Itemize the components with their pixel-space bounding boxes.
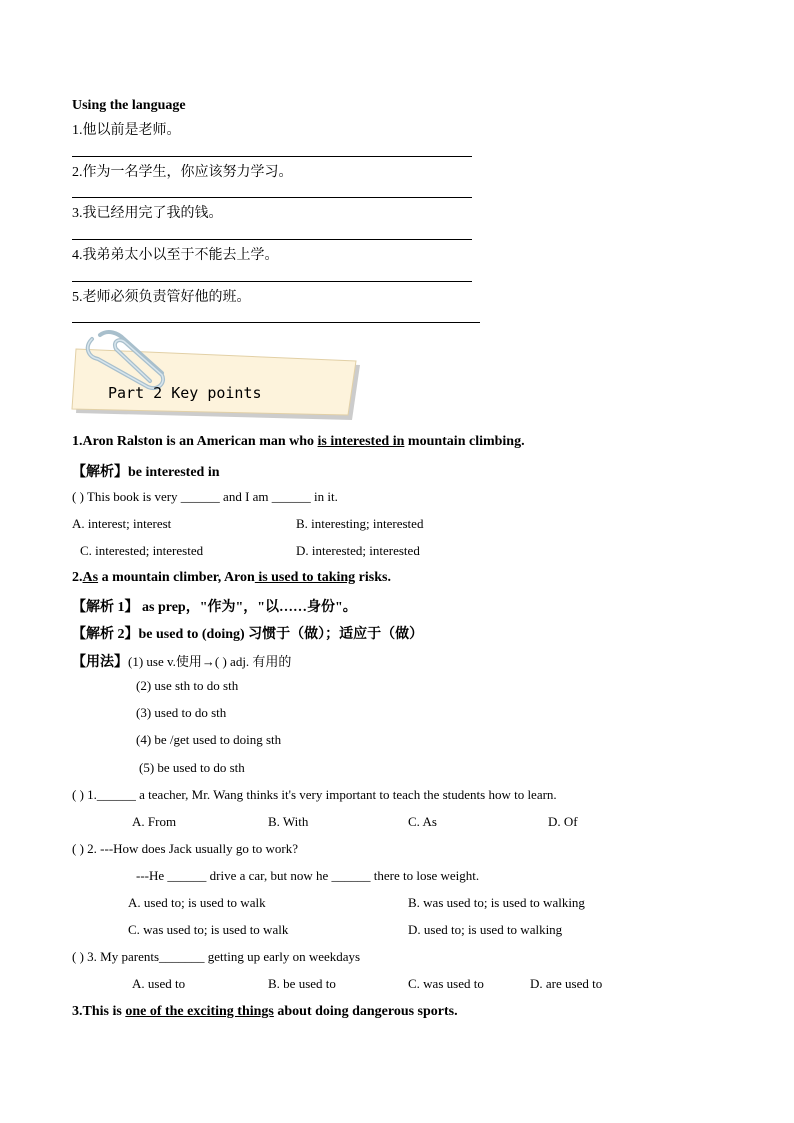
q3-option-d: D. are used to	[530, 976, 603, 991]
answer-line-4	[72, 281, 472, 282]
analysis1-text: as prep，"作为"，"以……身份"。	[138, 600, 357, 615]
paperclip-note-icon	[70, 325, 370, 425]
point1-option-b: B. interesting; interested	[296, 516, 424, 531]
answer-line-3	[72, 239, 472, 240]
question-2: ( ) 2. ---How does Jack usually go to work?	[72, 841, 299, 856]
q1-option-d: D. Of	[548, 814, 578, 829]
point2-mid: a mountain climber, Aron	[98, 570, 255, 585]
point1-option-d: D. interested; interested	[296, 543, 420, 558]
point2-key-used-to: is used to taking	[254, 570, 356, 585]
point1-post: mountain climbing.	[404, 434, 525, 449]
point1-sentence	[72, 434, 525, 450]
q2-option-c: C. was used to; is used to walk	[128, 922, 289, 937]
point2-post: risks.	[355, 570, 391, 585]
answer-line-5	[72, 322, 480, 323]
analysis-label: 【解析】	[72, 465, 128, 480]
translation-item-5: 5.老师必须负责管好他的班。	[72, 290, 251, 305]
question-2-line2: ---He ______ drive a car, but now he ______ there to lose weight.	[136, 868, 480, 883]
point2-analysis2	[72, 623, 423, 643]
q3-option-b: B. be used to	[268, 976, 336, 991]
analysis-text: be interested in	[128, 465, 220, 480]
q2-option-a: A. used to; is used to walk	[128, 895, 266, 910]
translation-item-3: 3.我已经用完了我的钱。	[72, 206, 223, 221]
point1-option-a: A. interest; interest	[72, 516, 172, 531]
usage-item-5: (5) be used to do sth	[139, 760, 245, 775]
answer-line-1	[72, 156, 472, 157]
q2-option-d: D. used to; is used to walking	[408, 922, 563, 937]
question-1: ( ) 1.______ a teacher, Mr. Wang thinks it's very important to teach the students how to learn.	[72, 787, 557, 802]
translation-item-1: 1.他以前是老师。	[72, 123, 181, 138]
translation-item-2: 2.作为一名学生，你应该努力学习。	[72, 165, 293, 180]
point1-key-phrase: is interested in	[317, 434, 405, 449]
point2-analysis1	[72, 596, 357, 616]
point2-key-as: As	[82, 570, 99, 585]
answer-line-2	[72, 197, 472, 198]
usage-item-2: (2) use sth to do sth	[136, 678, 239, 693]
analysis1-label: 【解析 1】	[72, 600, 139, 615]
point1-analysis	[72, 461, 220, 481]
usage-item-1: (1) use v.使用→( ) adj. 有用的	[128, 654, 292, 669]
point3-post: about doing dangerous sports.	[273, 1004, 458, 1019]
q1-option-a: A. From	[132, 814, 177, 829]
translation-item-4: 4.我弟弟太小以至于不能去上学。	[72, 248, 279, 263]
point1-question: ( ) This book is very ______ and I am ______ in it.	[72, 489, 338, 504]
question-3: ( ) 3. My parents_______ getting up early on weekdays	[72, 949, 361, 964]
q3-option-c: C. was used to	[408, 976, 484, 991]
point2-num: 2.	[72, 570, 83, 585]
q1-option-b: B. With	[268, 814, 309, 829]
point1-option-c: C. interested; interested	[80, 543, 204, 558]
point3-key-phrase: one of the exciting things	[125, 1004, 274, 1019]
point3-sentence	[72, 1004, 458, 1020]
usage-line-1	[72, 651, 291, 671]
point3-pre: 3.This is	[72, 1004, 126, 1019]
usage-item-3: (3) used to do sth	[136, 705, 227, 720]
analysis2-text: be used to (doing) 习惯于（做）；适应于（做）	[138, 627, 424, 642]
usage-label: 【用法】	[72, 655, 128, 670]
section-heading: Using the language	[72, 98, 186, 113]
q3-option-a: A. used to	[132, 976, 186, 991]
q1-option-c: C. As	[408, 814, 437, 829]
part2-title: Part 2 Key points	[108, 384, 262, 402]
analysis2-label: 【解析 2】	[72, 627, 139, 642]
part2-banner	[70, 325, 370, 425]
point1-pre: 1.Aron Ralston is an American man who	[72, 434, 318, 449]
usage-item-4: (4) be /get used to doing sth	[136, 732, 282, 747]
q2-option-b: B. was used to; is used to walking	[408, 895, 585, 910]
point2-sentence	[72, 570, 391, 586]
